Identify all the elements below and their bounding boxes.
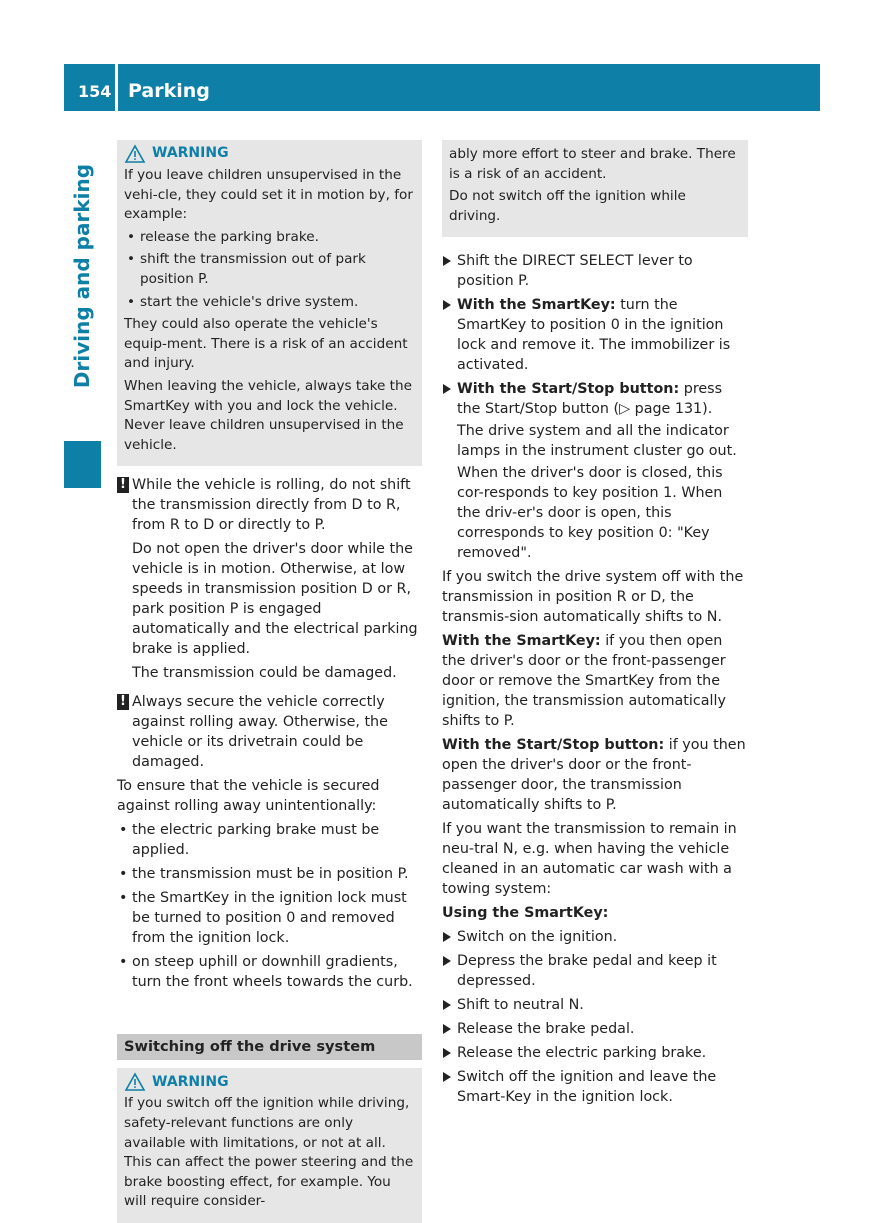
body-paragraph: If you switch the drive system off with the transmission in position R or D, the transmis-sion automatically shifts to N. xyxy=(442,569,744,626)
step-result: The drive system and all the indicator lamps in the instrument cluster go out. xyxy=(457,423,737,460)
paragraph-text: if you then open the driver's door or the front-passenger door, the transmission automatically shifts to P. xyxy=(442,737,746,814)
side-tab-label: Driving and parking xyxy=(70,163,95,389)
step-text: turn the SmartKey to position 0 in the ignition lock and remove it. The immobilizer is activated. xyxy=(457,297,731,374)
list-item: • shift the transmission out of park position P. xyxy=(124,250,415,289)
warning-header xyxy=(124,144,415,164)
body-paragraph xyxy=(442,735,748,815)
step-label: With the Start/Stop button: xyxy=(457,381,680,398)
step-text: press the Start/Stop button (▷ page 131). xyxy=(457,381,723,418)
caution-note-securing xyxy=(117,692,422,772)
note-text: Do not open the driver's door while the vehicle is in motion. Otherwise, at low speeds in transmission position D or R, park position P is engaged automatically and the electrical parking brake is applied. xyxy=(132,541,418,658)
warning-bullet-list xyxy=(124,228,415,312)
note-text: Always secure the vehicle correctly against rolling away. Otherwise, the vehicle or its drivetrain could be damaged. xyxy=(132,694,388,771)
step-result: When the driver's door is closed, this cor-responds to key position 1. When the driv-er's door is open, this corresponds to key position 0: "Key removed". xyxy=(457,465,723,562)
step-item xyxy=(442,379,748,563)
warning-text: When leaving the vehicle, always take the SmartKey with you and lock the vehicle. Never leave children unsupervised in the vehicle. xyxy=(124,377,412,453)
exclamation-icon: ! xyxy=(117,694,129,710)
list-item: • the transmission must be in position P. xyxy=(117,864,422,884)
intro-paragraph: To ensure that the vehicle is secured against rolling away unintentionally: xyxy=(117,778,380,815)
caution-note-shifting xyxy=(117,475,422,683)
note-text: The transmission could be damaged. xyxy=(132,665,397,682)
securing-bullet-list xyxy=(117,820,422,992)
list-item: • release the parking brake. xyxy=(124,228,415,248)
step-item: Release the brake pedal. xyxy=(442,1019,748,1039)
body-paragraph: If you want the transmission to remain in neu-tral N, e.g. when having the vehicle cleaned in an automatic car wash with a towing system: xyxy=(442,821,737,898)
body-paragraph xyxy=(442,631,748,731)
exclamation-icon: ! xyxy=(117,477,129,493)
left-column xyxy=(117,140,422,1223)
warning-title: WARNING xyxy=(152,145,229,162)
subheading-label: Using the SmartKey: xyxy=(442,905,609,922)
side-tab-label-wrap xyxy=(64,111,101,441)
paragraph-label: With the Start/Stop button: xyxy=(442,737,665,754)
warning-text: If you switch off the ignition while driving, safety-relevant functions are only available with limitations, or not at all. This can affect the power steering and the brake boosting effect, for example. You will require consider- xyxy=(124,1095,414,1210)
warning-box-continued xyxy=(442,140,748,237)
neutral-steps xyxy=(442,927,748,1107)
warning-text: Do not switch off the ignition while driving. xyxy=(449,188,686,224)
list-item: • start the vehicle's drive system. xyxy=(124,293,415,313)
warning-text: ably more effort to steer and brake. There is a risk of an accident. xyxy=(449,146,736,182)
note-text: While the vehicle is rolling, do not shift the transmission directly from D to R, from R to D or directly to P. xyxy=(132,477,411,534)
step-item: Switch on the ignition. xyxy=(442,927,748,947)
step-item xyxy=(442,295,748,375)
subheading xyxy=(442,903,748,923)
paragraph-label: With the SmartKey: xyxy=(442,633,601,650)
warning-text: If you leave children unsupervised in the vehi-cle, they could set it in motion by, for example: xyxy=(124,167,413,223)
list-item: • the SmartKey in the ignition lock must be turned to position 0 and removed from the ignition lock. xyxy=(117,888,422,948)
step-item: Shift to neutral N. xyxy=(442,995,748,1015)
list-item: • on steep uphill or downhill gradients, turn the front wheels towards the curb. xyxy=(117,952,422,992)
list-item: • the electric parking brake must be applied. xyxy=(117,820,422,860)
step-label: With the SmartKey: xyxy=(457,297,616,314)
page-title: Parking xyxy=(128,80,210,102)
warning-header xyxy=(124,1072,415,1092)
section-heading: Switching off the drive system xyxy=(117,1034,422,1060)
warning-title: WARNING xyxy=(152,1073,229,1090)
right-column xyxy=(442,140,748,1111)
parking-steps xyxy=(442,251,748,563)
step-item: Release the electric parking brake. xyxy=(442,1043,748,1063)
warning-box-children xyxy=(117,140,422,466)
step-item: Shift the DIRECT SELECT lever to position P. xyxy=(442,251,748,291)
warning-triangle-icon xyxy=(124,144,146,164)
paragraph-text: if you then open the driver's door or the front-passenger door or remove the SmartKey from the ignition, the transmission automatically shifts to P. xyxy=(442,633,726,730)
warning-text: They could also operate the vehicle's equip-ment. There is a risk of an accident and injury. xyxy=(124,316,408,372)
step-item: Switch off the ignition and leave the Smart-Key in the ignition lock. xyxy=(442,1067,748,1107)
warning-triangle-icon xyxy=(124,1072,146,1092)
header-divider xyxy=(115,64,118,111)
page-number: 154 xyxy=(78,82,112,101)
page-header xyxy=(64,64,820,111)
step-item: Depress the brake pedal and keep it depressed. xyxy=(442,951,748,991)
